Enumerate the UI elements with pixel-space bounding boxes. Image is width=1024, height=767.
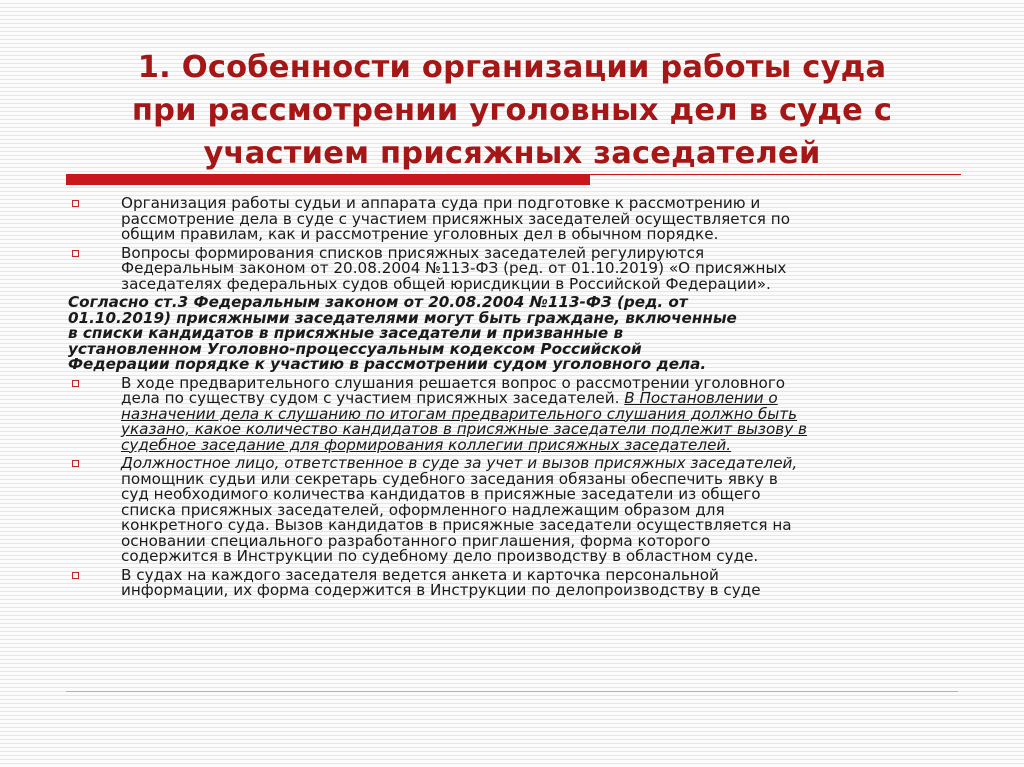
text-line: содержится в Инструкции по судебному дело производству в областном суде.	[121, 547, 759, 565]
law-quote-paragraph	[68, 295, 948, 373]
title-line: 1. Особенности организации работы суда	[137, 50, 887, 85]
title-accent-line	[590, 174, 961, 175]
bullet-item	[68, 565, 948, 599]
emphasized-text: указано, какое количество кандидатов в присяжные заседатели подлежит вызову в	[121, 420, 807, 438]
emphasized-text: В Постановлении о	[624, 389, 778, 407]
square-bullet-icon	[72, 572, 79, 579]
text-run: дела по существу судом с участием присяжных заседателей.	[121, 389, 625, 407]
text-line: Организация работы судьи и аппарата суда при подготовке к рассмотрению и	[121, 194, 761, 212]
text-line: установленном Уголовно-процессуальным кодексом Российской	[68, 339, 642, 358]
slide-body	[68, 196, 948, 602]
title-accent-bar	[66, 174, 590, 185]
text-line: заседателях федеральных судов общей юрисдикции в Российской Федерации».	[121, 274, 771, 293]
text-line: конкретного суда. Вызов кандидатов в присяжные заседатели осуществляется на	[121, 516, 792, 534]
square-bullet-icon	[72, 250, 79, 257]
text-line: списка присяжных заседателей, оформленного надлежащим образом для	[121, 500, 725, 519]
text-line: суд необходимого количества кандидатов в присяжные заседатели из общего	[121, 485, 761, 503]
emphasized-text: назначении дела к слушанию по итогам предварительного слушания должно быть	[121, 404, 798, 423]
bullet-item	[68, 456, 948, 565]
text-line: основании специального разработанного приглашения, форма которого	[121, 531, 711, 550]
bullet-item	[68, 373, 948, 454]
title-line: при рассмотрении уголовных дел в суде с	[131, 93, 893, 128]
slide-title	[40, 46, 984, 175]
emphasized-text: судебное заседание для формирования коллегии присяжных заседателей.	[121, 435, 732, 454]
text-line: В судах на каждого заседателя ведется анкета и карточка персональной	[121, 565, 719, 584]
square-bullet-icon	[72, 200, 79, 207]
text-line: помощник судьи или секретарь судебного заседания обязаны обеспечить явку в	[121, 469, 778, 488]
text-line: в списки кандидатов в присяжные заседатели и призванные в	[68, 324, 624, 342]
text-line: информации, их форма содержится в Инструкции по делопроизводству в суде	[121, 581, 761, 599]
text-line: 01.10.2019) присяжными заседателями могут быть граждане, включенные	[68, 308, 737, 327]
square-bullet-icon	[72, 380, 79, 387]
bullet-item	[68, 196, 948, 243]
footer-divider	[66, 691, 958, 692]
italic-text: Должностное лицо, ответственное в суде за учет и вызов присяжных заседателей,	[121, 454, 798, 472]
text-line: В ходе предварительного слушания решается вопрос о рассмотрении уголовного	[121, 373, 786, 392]
text-line: Федерации порядке к участию в рассмотрении судом уголовного дела.	[68, 355, 707, 373]
text-line: Федеральным законом от 20.08.2004 №113-ФЗ (ред. от 01.10.2019) «О присяжных	[121, 259, 787, 277]
square-bullet-icon	[72, 460, 79, 467]
bullet-item	[68, 243, 948, 293]
text-line: рассмотрение дела в суде с участием присяжных заседателей осуществляется по	[121, 209, 790, 228]
text-line: Вопросы формирования списков присяжных заседателей регулируются	[121, 243, 705, 262]
title-line: участием присяжных заседателей	[203, 136, 821, 171]
text-line: общим правилам, как и рассмотрение уголовных дел в обычном порядке.	[121, 225, 719, 243]
text-line: Согласно ст.3 Федеральным законом от 20.08.2004 №113-ФЗ (ред. от	[68, 293, 688, 311]
